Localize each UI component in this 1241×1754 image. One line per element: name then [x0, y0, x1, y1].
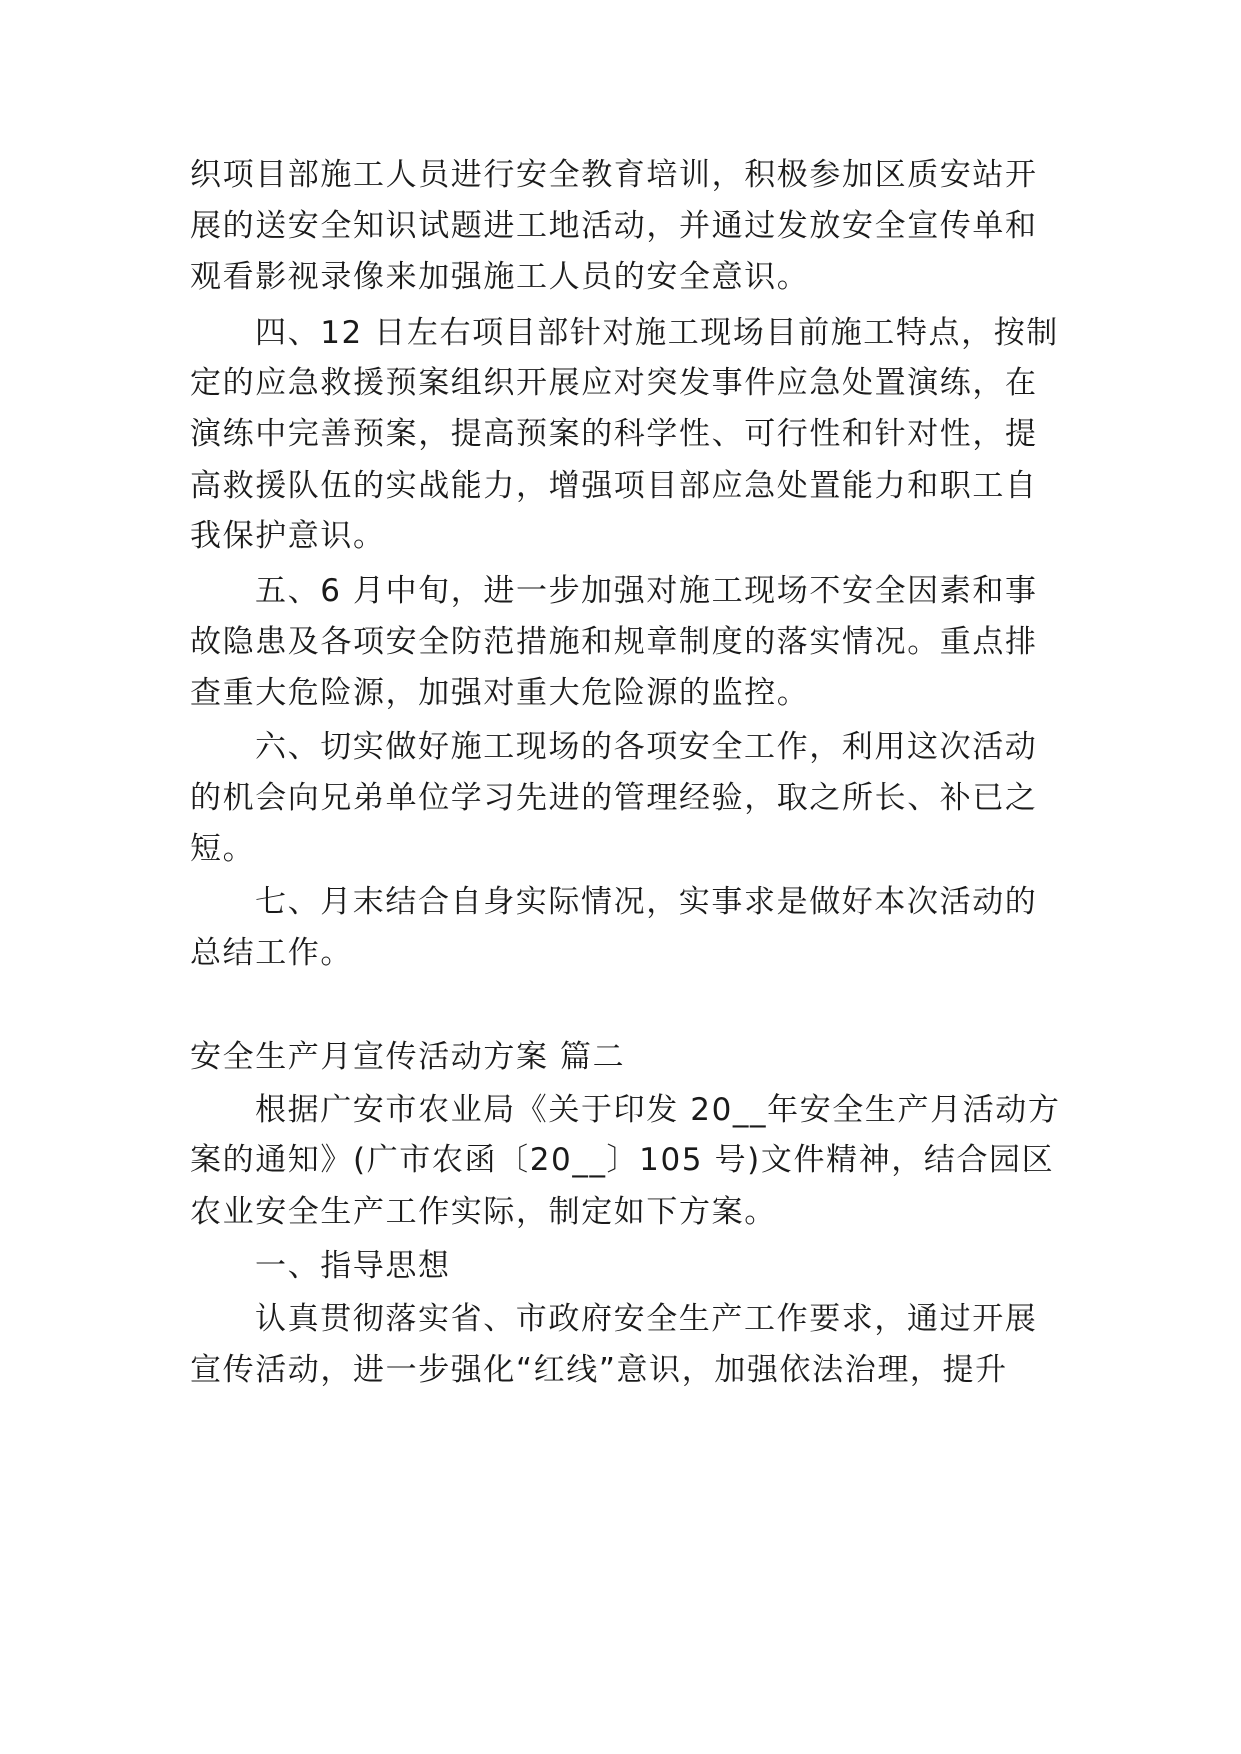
- text-line: 总结工作。: [190, 935, 353, 971]
- text-line: 案的通知》(广市农函〔20__〕105 号)文件精神，结合园区: [190, 1142, 1055, 1178]
- text-line: 织项目部施工人员进行安全教育培训，积极参加区质安站开: [190, 157, 1038, 193]
- paragraph-start-line: 根据广安市农业局《关于印发 20__年安全生产月活动方: [255, 1092, 1061, 1128]
- text-line: 展的送安全知识试题进工地活动，并通过发放安全宣传单和: [190, 208, 1038, 244]
- text-line: 短。: [190, 831, 256, 867]
- text-line: 的机会向兄弟单位学习先进的管理经验，取之所长、补已之: [190, 780, 1038, 816]
- text-line: 观看影视录像来加强施工人员的安全意识。: [190, 259, 810, 295]
- text-line: 农业安全生产工作实际，制定如下方案。: [190, 1194, 777, 1230]
- paragraph-start-line: 四、12 日左右项目部针对施工现场目前施工特点，按制: [255, 315, 1059, 351]
- paragraph-start-line: 六、切实做好施工现场的各项安全工作，利用这次活动: [255, 729, 1038, 765]
- text-line: 查重大危险源，加强对重大危险源的监控。: [190, 675, 810, 711]
- text-line: 宣传活动，进一步强化“红线”意识，加强依法治理，提升: [190, 1352, 1008, 1388]
- paragraph-start-line: 五、6 月中旬，进一步加强对施工现场不安全因素和事: [255, 573, 1038, 609]
- text-line: 我保护意识。: [190, 518, 386, 554]
- text-line: 演练中完善预案，提高预案的科学性、可行性和针对性，提: [190, 416, 1038, 452]
- paragraph-start-line: 认真贯彻落实省、市政府安全生产工作要求，通过开展: [255, 1301, 1038, 1337]
- text-line: 故隐患及各项安全防范措施和规章制度的落实情况。重点排: [190, 624, 1038, 660]
- text-line: 高救援队伍的实战能力，增强项目部应急处置能力和职工自: [190, 468, 1038, 504]
- paragraph-start-line: 七、月末结合自身实际情况，实事求是做好本次活动的: [255, 884, 1038, 920]
- section-heading: 一、指导思想: [255, 1248, 451, 1284]
- section-title: 安全生产月宣传活动方案 篇二: [190, 1039, 626, 1075]
- text-line: 定的应急救援预案组织开展应对突发事件应急处置演练，在: [190, 365, 1038, 401]
